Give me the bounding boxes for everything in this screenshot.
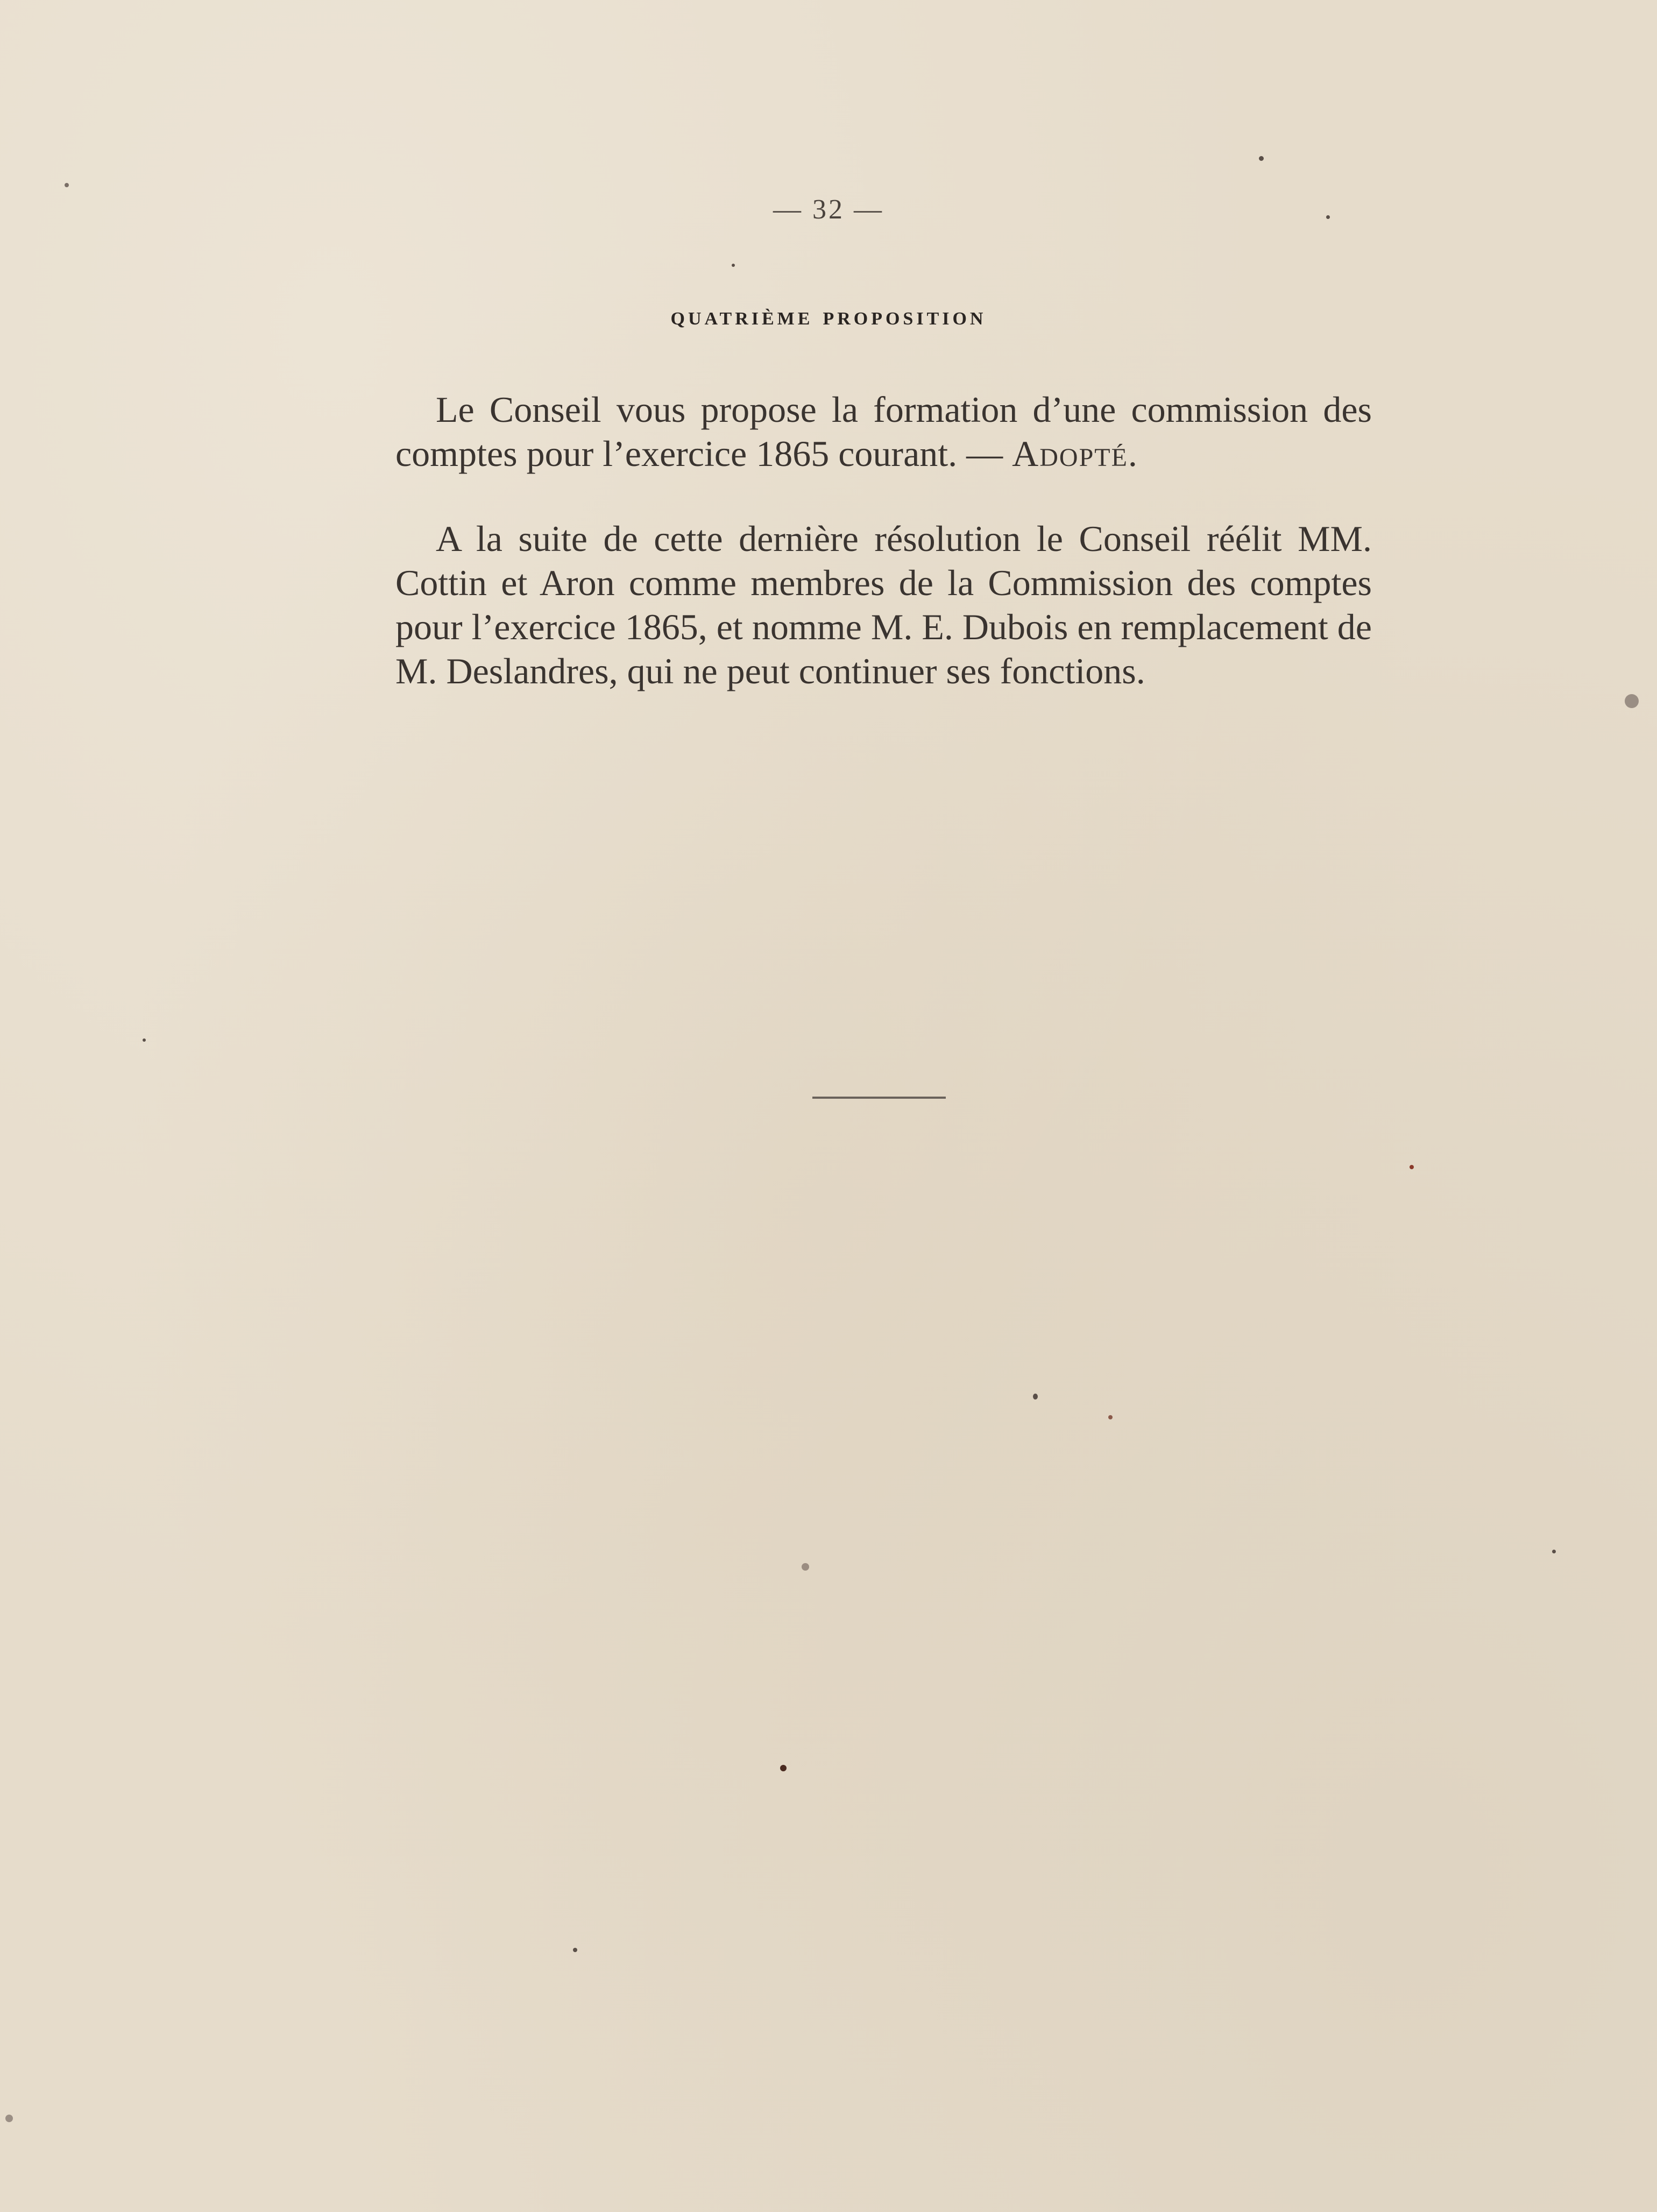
paper-speck: [1326, 215, 1330, 219]
paper-speck: [143, 1038, 146, 1042]
page-number: — 32 —: [773, 194, 884, 225]
paper-speck: [573, 1948, 577, 1952]
paper-speck: [780, 1765, 787, 1771]
paper-speck: [802, 1563, 809, 1571]
paper-speck: [1033, 1394, 1038, 1400]
paper-speck: [1259, 156, 1264, 161]
paper-speck: [1108, 1415, 1113, 1419]
adopte-mark: Adopté.: [1012, 433, 1138, 474]
paragraph-1: [395, 387, 1372, 476]
paper-speck: [65, 183, 69, 187]
paper-speck: [1552, 1550, 1556, 1553]
horizontal-rule: [812, 1097, 946, 1099]
paper-speck: [1625, 694, 1639, 708]
paper-speck: [1410, 1165, 1414, 1169]
paragraph-2: A la suite de cette dernière résolution le Conseil réélit MM. Cottin et Aron comme membres de la Commission des comptes pour l’exercice 1865, et nomme M. E. Dubois en remplacement de M. Deslandres, qui ne peut continuer ses fonctions.: [395, 518, 1372, 691]
paragraph-1-text: Le Conseil vous propose la formation d’une commission des comptes pour l’exercice 1865 courant. —: [395, 389, 1372, 474]
paper-speck: [732, 264, 735, 267]
paper-speck: [5, 2115, 13, 2122]
section-title: quatrième proposition: [670, 302, 987, 330]
